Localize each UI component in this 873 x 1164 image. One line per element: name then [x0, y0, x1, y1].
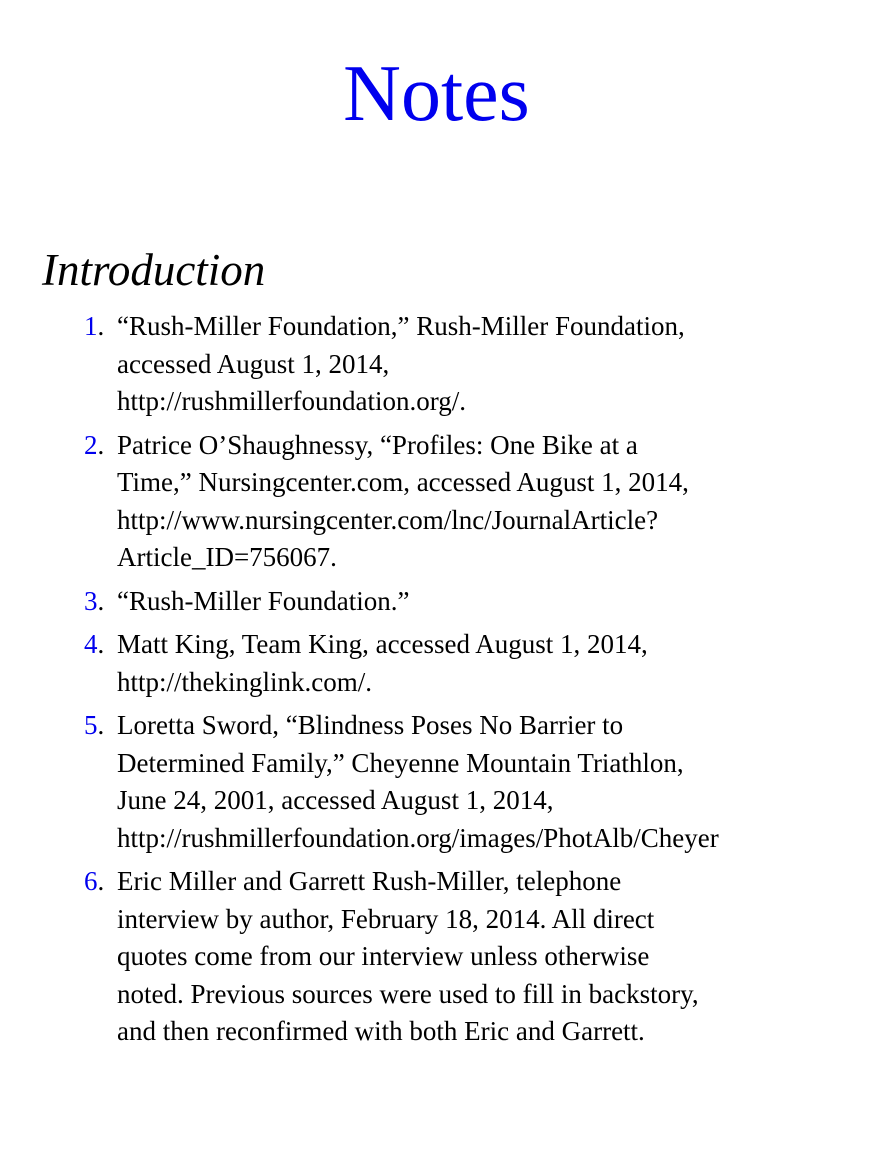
note-number[interactable] — [84, 308, 104, 346]
note-line: Determined Family,” Cheyenne Mountain Triathlon, — [117, 747, 684, 778]
note-item-5 — [0, 707, 873, 857]
note-line: accessed August 1, 2014, — [117, 348, 390, 379]
note-link-1[interactable]: 1 — [84, 311, 98, 341]
note-number-period: . — [97, 629, 105, 659]
note-line: http://rushmillerfoundation.org/images/PhotAlb/Cheyer — [117, 822, 719, 853]
note-line: and then reconfirmed with both Eric and Garrett. — [117, 1016, 645, 1046]
note-line: “Rush-Miller Foundation.” — [117, 585, 410, 616]
note-line: noted. Previous sources were used to fill in backstory, — [117, 978, 699, 1009]
note-number[interactable] — [84, 626, 104, 664]
note-number-period: . — [97, 585, 105, 616]
note-text — [117, 626, 829, 701]
note-item-2 — [0, 427, 873, 577]
note-link-4[interactable]: 4 — [84, 629, 98, 659]
note-line: http://www.nursingcenter.com/lnc/JournalArticle? — [117, 504, 659, 535]
note-text — [117, 427, 829, 577]
note-item-6 — [0, 863, 873, 1051]
notes-list — [0, 308, 873, 1057]
note-item-4 — [0, 626, 873, 701]
note-text — [117, 863, 829, 1051]
note-number[interactable] — [84, 427, 104, 465]
note-item-3 — [0, 583, 873, 621]
note-text — [117, 707, 829, 857]
note-line: interview by author, February 18, 2014. All direct — [117, 903, 655, 934]
note-number-period: . — [97, 866, 105, 896]
note-line: http://rushmillerfoundation.org/. — [117, 386, 466, 416]
note-line: Time,” Nursingcenter.com, accessed August 1, 2014, — [117, 467, 689, 497]
note-line: Article_ID=756067. — [117, 542, 337, 572]
note-line: Eric Miller and Garrett Rush-Miller, telephone — [117, 866, 622, 896]
note-line: Loretta Sword, “Blindness Poses No Barrier to — [117, 710, 624, 740]
note-text — [117, 583, 829, 621]
note-item-1 — [0, 308, 873, 421]
note-line: http://thekinglink.com/. — [117, 666, 372, 697]
note-link-5[interactable]: 5 — [84, 710, 98, 740]
note-link-6[interactable]: 6 — [84, 866, 98, 896]
note-link-2[interactable]: 2 — [84, 429, 98, 460]
note-number[interactable] — [84, 707, 104, 745]
note-number-period: . — [97, 710, 105, 740]
note-line: Matt King, Team King, accessed August 1, 2014, — [117, 629, 648, 659]
note-line: quotes come from our interview unless otherwise — [117, 941, 650, 971]
note-number-period: . — [97, 311, 105, 341]
note-line: Patrice O’Shaughnessy, “Profiles: One Bike at a — [117, 429, 638, 460]
note-line: June 24, 2001, accessed August 1, 2014, — [117, 785, 554, 815]
note-number[interactable] — [84, 583, 104, 621]
section-heading: Introduction — [42, 245, 266, 295]
note-link-3[interactable]: 3 — [84, 585, 98, 616]
note-text — [117, 308, 829, 421]
note-number-period: . — [97, 429, 105, 460]
page-title: Notes — [343, 50, 530, 138]
note-number[interactable] — [84, 863, 104, 901]
note-line: “Rush-Miller Foundation,” Rush-Miller Foundation, — [117, 311, 685, 341]
